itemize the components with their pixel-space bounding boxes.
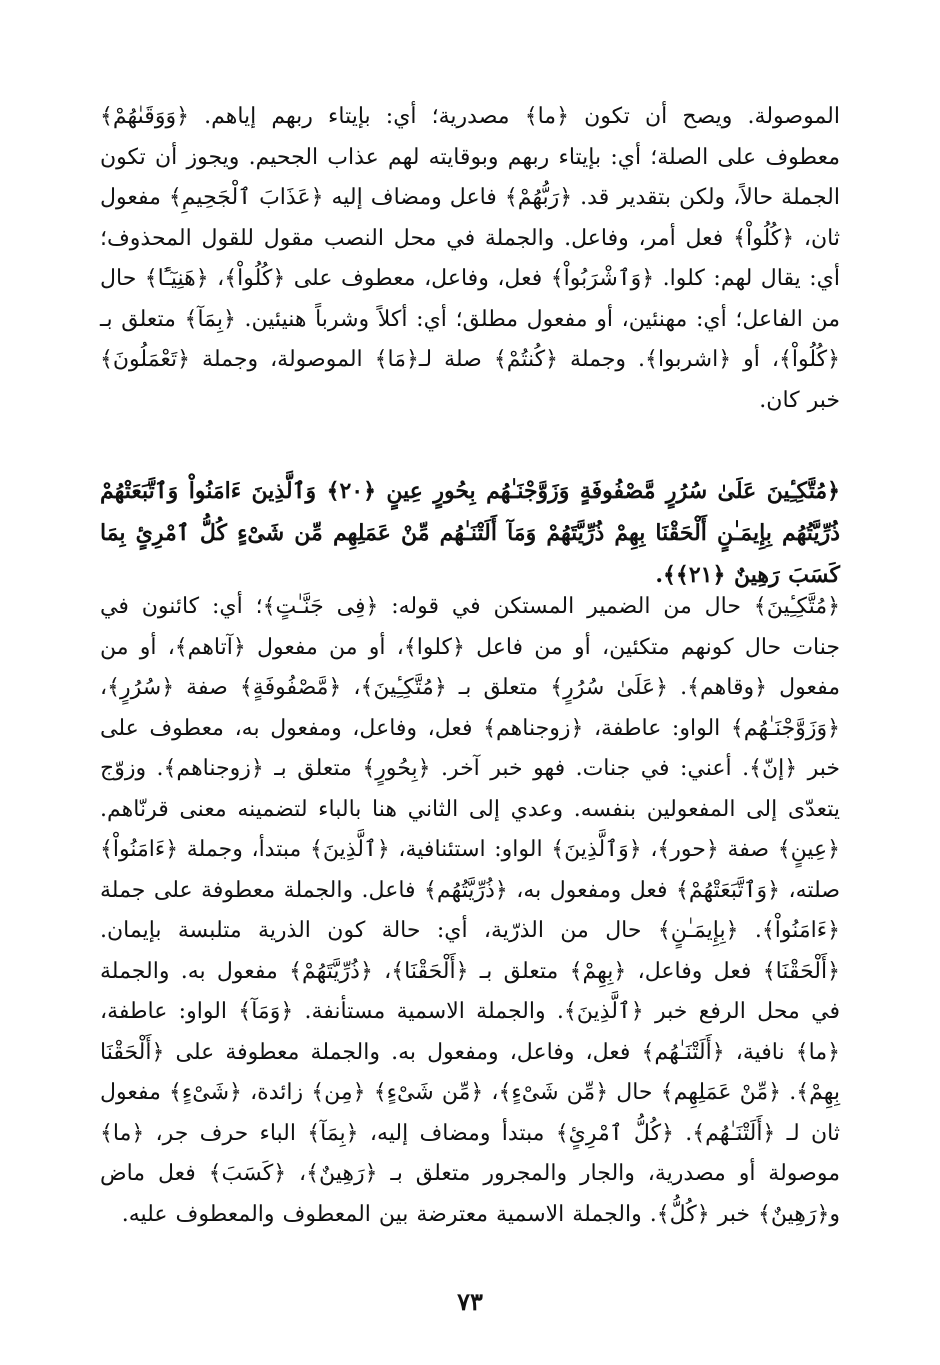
intro-paragraph: الموصولة. ويصح أن تكون ﴿ما﴾ مصدرية؛ أي: بإيتاء ربهم إياهم. ﴿وَوَقَىٰهُمْ﴾ معطوف على الصلة؛ أي: بإيتاء ربهم وبوقايته لهم عذاب الجحيم. ويجوز أن تكون الجملة حالاً، ولكن بتقدير قد. ﴿رَبُّهُمْ﴾ فاعل ومضاف إليه ﴿عَذَابَ ٱلْجَحِيمِ﴾ مفعول ثان، ﴿كُلُواْ﴾ فعل أمر، وفاعل. والجملة في محل النصب مقول للقول المحذوف؛ أي: يقال لهم: كلوا. ﴿وَٱشْرَبُواْ﴾ فعل، وفاعل، معطوف على ﴿كُلُواْ﴾، ﴿هَنِيٓـًٔا﴾ حال من الفاعل؛ أي: مهنئين، أو مفعول مطلق؛ أي: أكلاً وشرباً هنيئين. ﴿بِمَآ﴾ متعلق بـ ﴿كُلُواْ﴾، أو ﴿اشربوا﴾. وجملة ﴿كُنتُمْ﴾ صلة لـ﴿مَا﴾ الموصولة، وجملة ﴿تَعْمَلُونَ﴾ خبر كان. [100, 104, 840, 413]
page-number: ٧٣ [457, 1287, 483, 1316]
quran-verse: ﴿مُتَّكِـِٔينَ عَلَىٰ سُرُرٍ مَّصْفُوفَةٍ وَزَوَّجْنَـٰهُم بِحُورٍ عِينٍ ﴿٢٠﴾ وَٱلَّذِينَ ءَامَنُواْ وَٱتَّبَعَتْهُمْ ذُرِّيَّتُهُم بِإِيمَـٰنٍ أَلْحَقْنَا بِهِمْ ذُرِّيَّتَهُمْ وَمَآ أَلَتْنَـٰهُم مِّنْ عَمَلِهِم مِّن شَىْءٍ كُلُّ ٱمْرِئٍ بِمَا كَسَبَ رَهِينٌ ﴿٢١﴾﴾. [100, 478, 841, 588]
grammatical-analysis-paragraph: ﴿مُتَّكِـِٔينَ﴾ حال من الضمير المستكن في قوله: ﴿فِى جَنَّـٰتٍ﴾؛ أي: كائنون في جنات حال كونهم متكئين، أو من فاعل ﴿كلوا﴾، أو من مفعول ﴿آتاهم﴾، أو من مفعول ﴿وقاهم﴾. ﴿عَلَىٰ سُرُرٍ﴾ متعلق بـ ﴿مُتَّكِـِٔينَ﴾، ﴿مَّصْفُوفَةٍ﴾ صفة ﴿سُرُرٍ﴾، ﴿وَزَوَّجْنَـٰهُم﴾ الواو: عاطفة، ﴿زوجناهم﴾ فعل، وفاعل، ومفعول به، معطوف على خبر ﴿إنّ﴾. أعني: في جنات. فهو خبر آخر. ﴿بِحُورٍ﴾ متعلق بـ ﴿زوجناهم﴾. وزوّج يتعدّى إلى المفعولين بنفسه. وعدي إلى الثاني هنا بالباء لتضمينه معنى قرنّاهم. ﴿عِينٍ﴾ صفة ﴿حور﴾، ﴿وَٱلَّذِينَ﴾ الواو: استئنافية، ﴿ٱلَّذِينَ﴾ مبتدأ، وجملة ﴿ءَامَنُواْ﴾ صلته، ﴿وَٱتَّبَعَتْهُمْ﴾ فعل ومفعول به، ﴿ذُرِّيَّتُهُم﴾ فاعل. والجملة معطوفة على جملة ﴿ءَامَنُواْ﴾. ﴿بِإِيمَـٰنٍ﴾ حال من الذرّية، أي: حالة كون الذرية متلبسة بإيمان. ﴿أَلْحَقْنَا﴾ فعل وفاعل، ﴿بِهِمْ﴾ متعلق بـ ﴿أَلْحَقْنَا﴾، ﴿ذُرِّيَّتَهُمْ﴾ مفعول به. والجملة في محل الرفع خبر ﴿ٱلَّذِينَ﴾. والجملة الاسمية مستأنفة. ﴿وَمَآ﴾ الواو: عاطفة، ﴿ما﴾ نافية، ﴿أَلَتْنَـٰهُم﴾ فعل، وفاعل، ومفعول به. والجملة معطوفة على ﴿أَلْحَقْنَا بِهِمْ﴾. ﴿مِّنْ عَمَلِهِم﴾ حال ﴿مِّن شَىْءٍ﴾، ﴿مِّن شَىْءٍ﴾ ﴿مِن﴾ زائدة، ﴿شَىْءٍ﴾ مفعول ثان لـ ﴿أَلَتْنَـٰهُم﴾. ﴿كُلُّ ٱمْرِئٍ﴾ مبتدأ ومضاف إليه، ﴿بِمَآ﴾ الباء حرف جر، ﴿ما﴾ موصولة أو مصدرية، والجار والمجرور متعلق بـ ﴿رَهِينٌ﴾، ﴿كَسَبَ﴾ فعل ماض و﴿رَهِينٌ﴾ خبر ﴿كُلُّ﴾. والجملة الاسمية معترضة بين المعطوف والمعطوف عليه. [100, 594, 840, 1227]
